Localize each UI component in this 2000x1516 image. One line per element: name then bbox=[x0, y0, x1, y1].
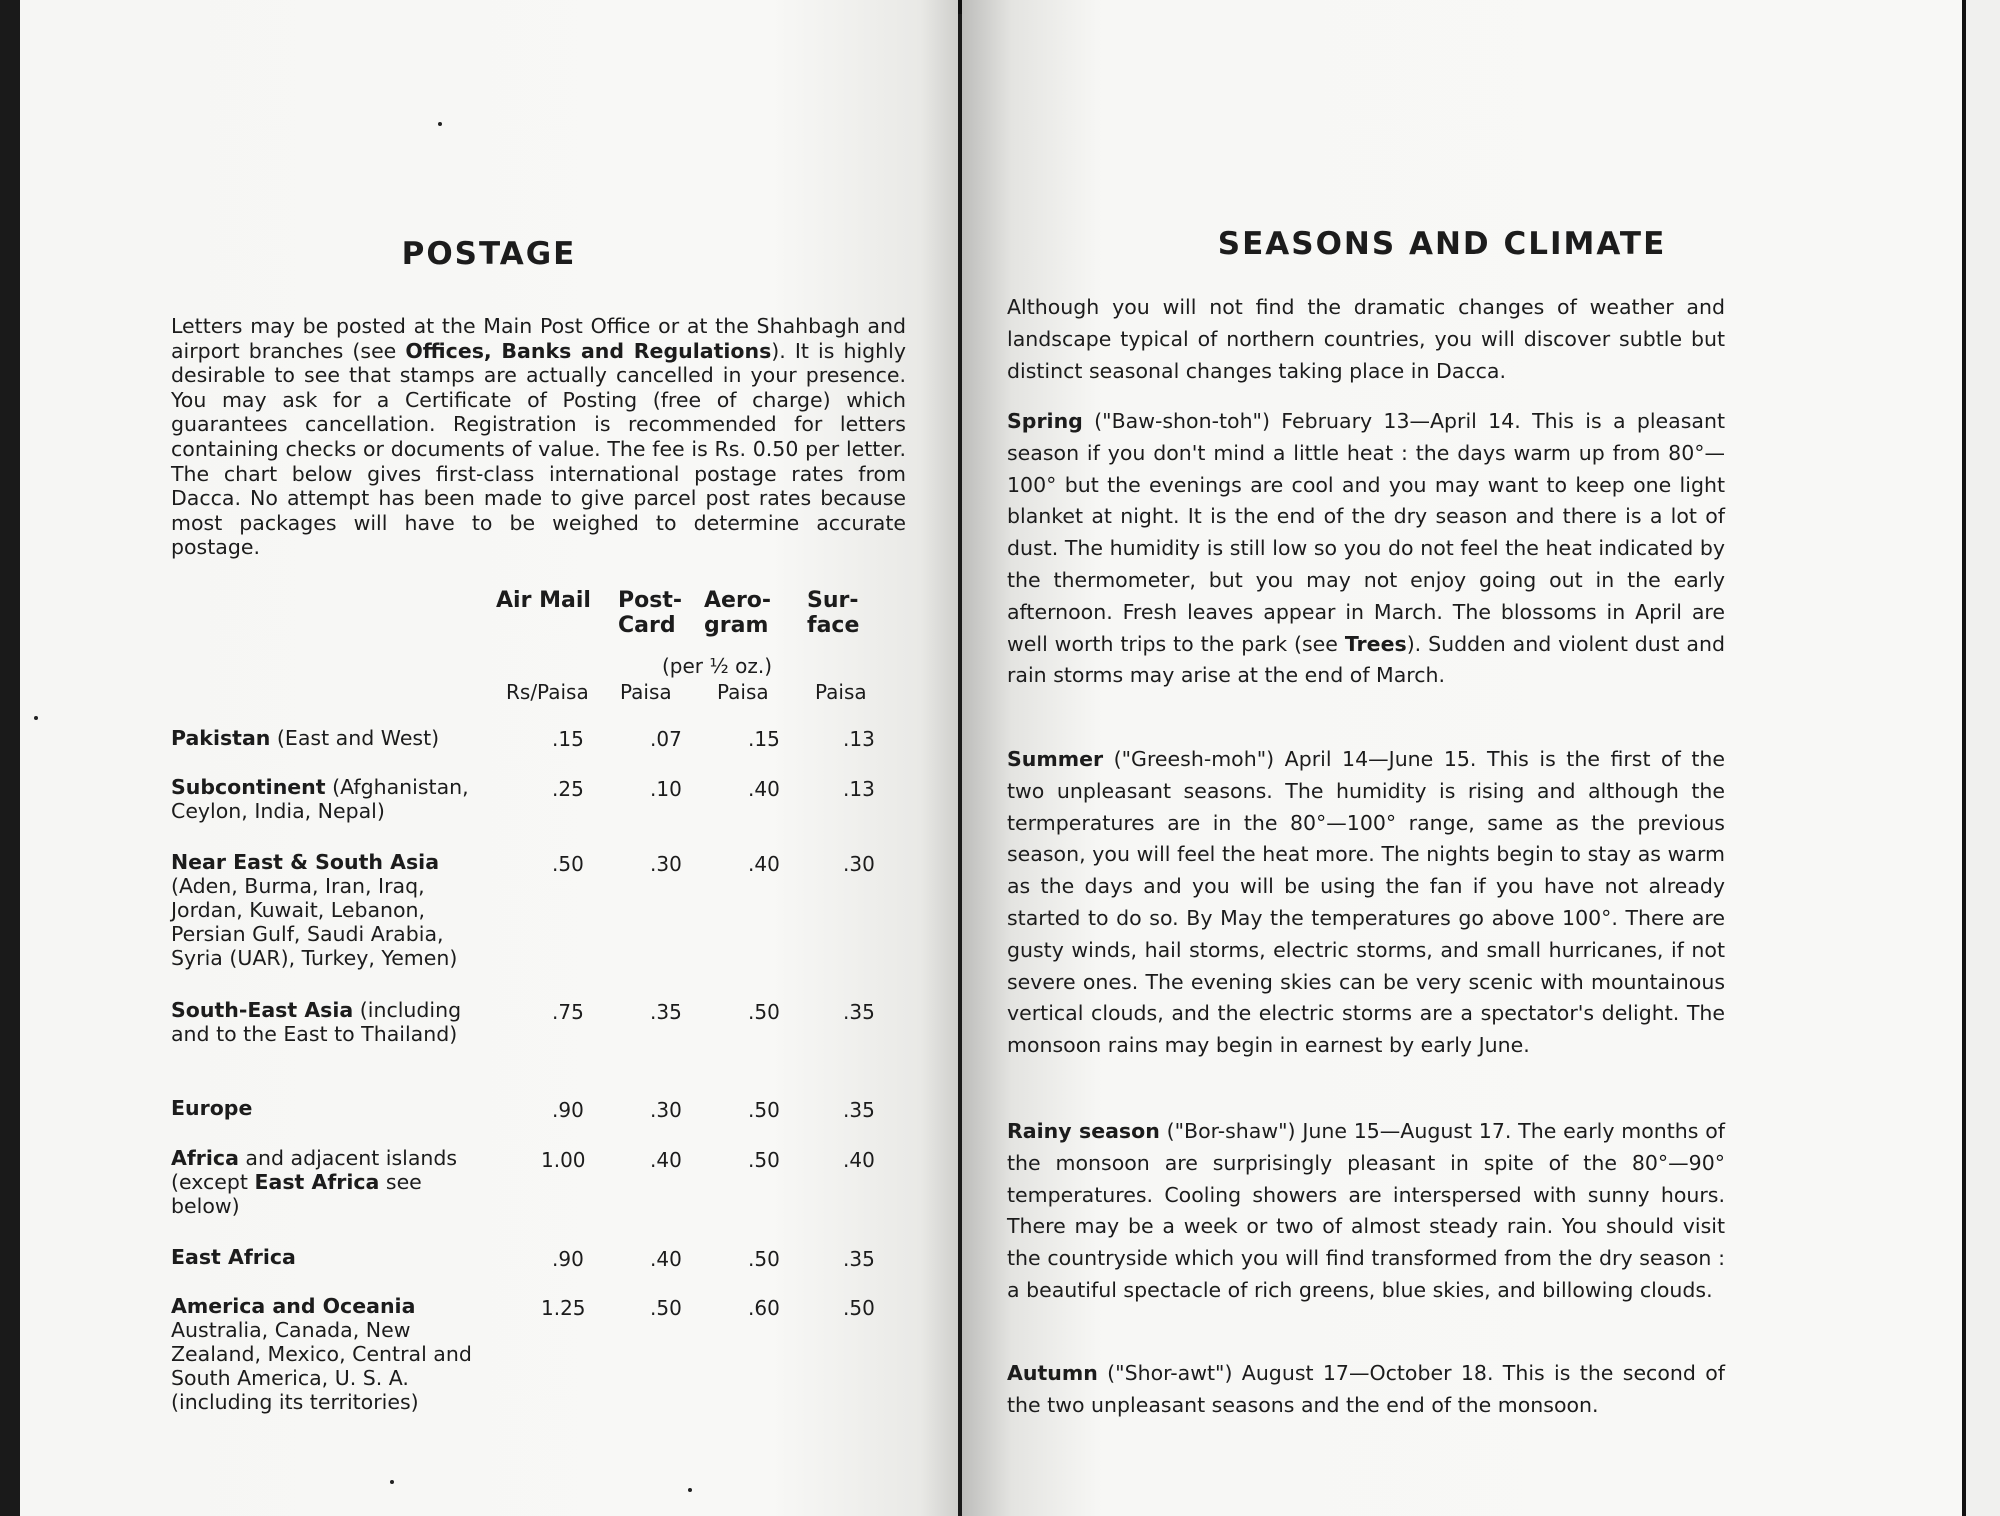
rate-cell: .30 bbox=[650, 852, 682, 876]
header-surface: Sur- face bbox=[807, 588, 860, 638]
rate-cell: .50 bbox=[748, 1148, 780, 1172]
rate-cell: .10 bbox=[650, 777, 682, 801]
postage-intro: Letters may be posted at the Main Post Office or at the Shahbagh and airport branches (see Offices, Banks and Regulations). It is highly desirable to see that stamps are actually cancelled in your presence. You may ask for a Certificate of Posting (free of charge) which guarantees cancellation. Registration is recommended for letters containing checks or documents of value. The fee is Rs. 0.50 per letter. The chart below gives first-class international postage rates from Dacca. No attempt has been made to give parcel post rates because most packages will have to be weighed to determine accurate postage. bbox=[171, 314, 906, 560]
rate-cell: .75 bbox=[552, 1000, 584, 1024]
row-africa-label: Africa and adjacent islands (except East Africa see below) bbox=[171, 1146, 458, 1218]
rate-cell: .15 bbox=[748, 727, 780, 751]
rate-cell: .07 bbox=[650, 727, 682, 751]
rate-cell: .30 bbox=[650, 1098, 682, 1122]
postage-title: POSTAGE bbox=[401, 236, 577, 272]
rainy-season-heading: Rainy season bbox=[1007, 1119, 1160, 1143]
row-america-oceania-label: America and Oceania Australia, Canada, New Zealand, Mexico, Central and South America, U. S. A. (including its territories) bbox=[171, 1294, 472, 1414]
rate-cell: .40 bbox=[748, 852, 780, 876]
rate-cell: .90 bbox=[552, 1247, 584, 1271]
rate-cell: .35 bbox=[843, 1247, 875, 1271]
rate-cell: .40 bbox=[650, 1148, 682, 1172]
right-page bbox=[962, 0, 1962, 1516]
autumn-heading: Autumn bbox=[1007, 1361, 1098, 1385]
rate-cell: .35 bbox=[843, 1098, 875, 1122]
left-page bbox=[20, 0, 958, 1516]
scan-speck bbox=[390, 1480, 394, 1484]
scan-speck bbox=[34, 716, 38, 720]
scan-speck bbox=[438, 122, 442, 126]
rate-cell: .15 bbox=[552, 727, 584, 751]
spring-heading: Spring bbox=[1007, 409, 1083, 433]
row-near-east-label: Near East & South Asia (Aden, Burma, Iran, Iraq, Jordan, Kuwait, Lebanon, Persian Gulf, Saudi Arabia, Syria (UAR), Turkey, Yemen) bbox=[171, 850, 458, 970]
summer-paragraph: Summer ("Greesh-moh") April 14—June 15. This is the first of the two unpleasant seasons. The humidity is rising and although the termperatures are in the 80°—100° range, same as the previous season, you will feel the heat more. The nights begin to stay as warm as the days and you will be using the fan if you have not already started to do so. By May the temperatures go above 100°. There are gusty winds, hail storms, electric storms, and small hurricanes, if not severe ones. The evening skies can be very scenic with mountainous vertical clouds, and the electric storms are a spectator's delight. The monsoon rains may begin in earnest by early June. bbox=[1007, 747, 1725, 1058]
rate-cell: 1.00 bbox=[541, 1148, 586, 1172]
row-east-africa-label: East Africa bbox=[171, 1245, 296, 1269]
rate-cell: .30 bbox=[843, 852, 875, 876]
autumn-paragraph: Autumn ("Shor-awt") August 17—October 18. This is the second of the two unpleasant seasons and the end of the monsoon. bbox=[1007, 1361, 1725, 1417]
row-europe-label: Europe bbox=[171, 1096, 253, 1120]
unit-note: (per ½ oz.) bbox=[662, 654, 773, 678]
offices-reference: Offices, Banks and Regulations bbox=[405, 338, 772, 363]
row-subcontinent-label: Subcontinent (Afghanistan, Ceylon, India, Nepal) bbox=[171, 775, 469, 823]
scan-speck bbox=[688, 1488, 692, 1492]
unit-surface: Paisa bbox=[815, 680, 867, 704]
rate-cell: .35 bbox=[843, 1000, 875, 1024]
seasons-intro: Although you will not find the dramatic changes of weather and landscape typical of northern countries, you will discover subtle but distinct seasonal changes taking place in Dacca. bbox=[1007, 295, 1725, 383]
rate-cell: .50 bbox=[748, 1098, 780, 1122]
header-post-card: Post- Card bbox=[618, 588, 682, 638]
seasons-title: SEASONS AND CLIMATE bbox=[1217, 226, 1667, 262]
unit-post-card: Paisa bbox=[620, 680, 672, 704]
rate-cell: .50 bbox=[552, 852, 584, 876]
rainy-season-paragraph: Rainy season ("Bor-shaw") June 15—August 17. The early months of the monsoon are surprisingly pleasant in spite of the 80°—90° temperatures. Cooling showers are interspersed with sunny hours. There may be a week or two of almost steady rain. You should visit the countryside which you will find transformed from the dry season : a beautiful spectacle of rich greens, blue skies, and billowing clouds. bbox=[1007, 1119, 1725, 1302]
rate-cell: .40 bbox=[843, 1148, 875, 1172]
rate-cell: .50 bbox=[650, 1296, 682, 1320]
spring-paragraph: Spring ("Baw-shon-toh") February 13—April 14. This is a pleasant season if you don't mind a little heat : the days warm up from 80°—100° but the evenings are cool and you may want to keep one light blanket at night. It is the end of the dry season and there is a lot of dust. The humidity is still low so you do not feel the heat indicated by the thermometer, but you may not enjoy going out in the early afternoon. Fresh leaves appear in March. The blossoms in April are well worth trips to the park (see Trees). Sudden and violent dust and rain storms may arise at the end of March. bbox=[1007, 409, 1725, 688]
rate-cell: 1.25 bbox=[541, 1296, 586, 1320]
unit-air-mail: Rs/Paisa bbox=[506, 680, 589, 704]
rate-cell: .13 bbox=[843, 777, 875, 801]
rate-cell: .13 bbox=[843, 727, 875, 751]
unit-aerogram: Paisa bbox=[717, 680, 769, 704]
rate-cell: .90 bbox=[552, 1098, 584, 1122]
header-air-mail: Air Mail bbox=[496, 588, 591, 613]
rate-cell: .40 bbox=[748, 777, 780, 801]
header-aerogram: Aero- gram bbox=[704, 588, 772, 638]
rate-cell: .40 bbox=[650, 1247, 682, 1271]
page-edge bbox=[1962, 0, 2000, 1516]
row-south-east-asia-label: South-East Asia (including and to the East to Thailand) bbox=[171, 998, 462, 1046]
rate-cell: .35 bbox=[650, 1000, 682, 1024]
rate-cell: .50 bbox=[843, 1296, 875, 1320]
rate-cell: .60 bbox=[748, 1296, 780, 1320]
rate-cell: .50 bbox=[748, 1247, 780, 1271]
summer-heading: Summer bbox=[1007, 747, 1104, 771]
rate-cell: .25 bbox=[552, 777, 584, 801]
trees-reference: Trees bbox=[1344, 631, 1407, 656]
rate-cell: .50 bbox=[748, 1000, 780, 1024]
row-pakistan-label: Pakistan (East and West) bbox=[171, 726, 440, 750]
